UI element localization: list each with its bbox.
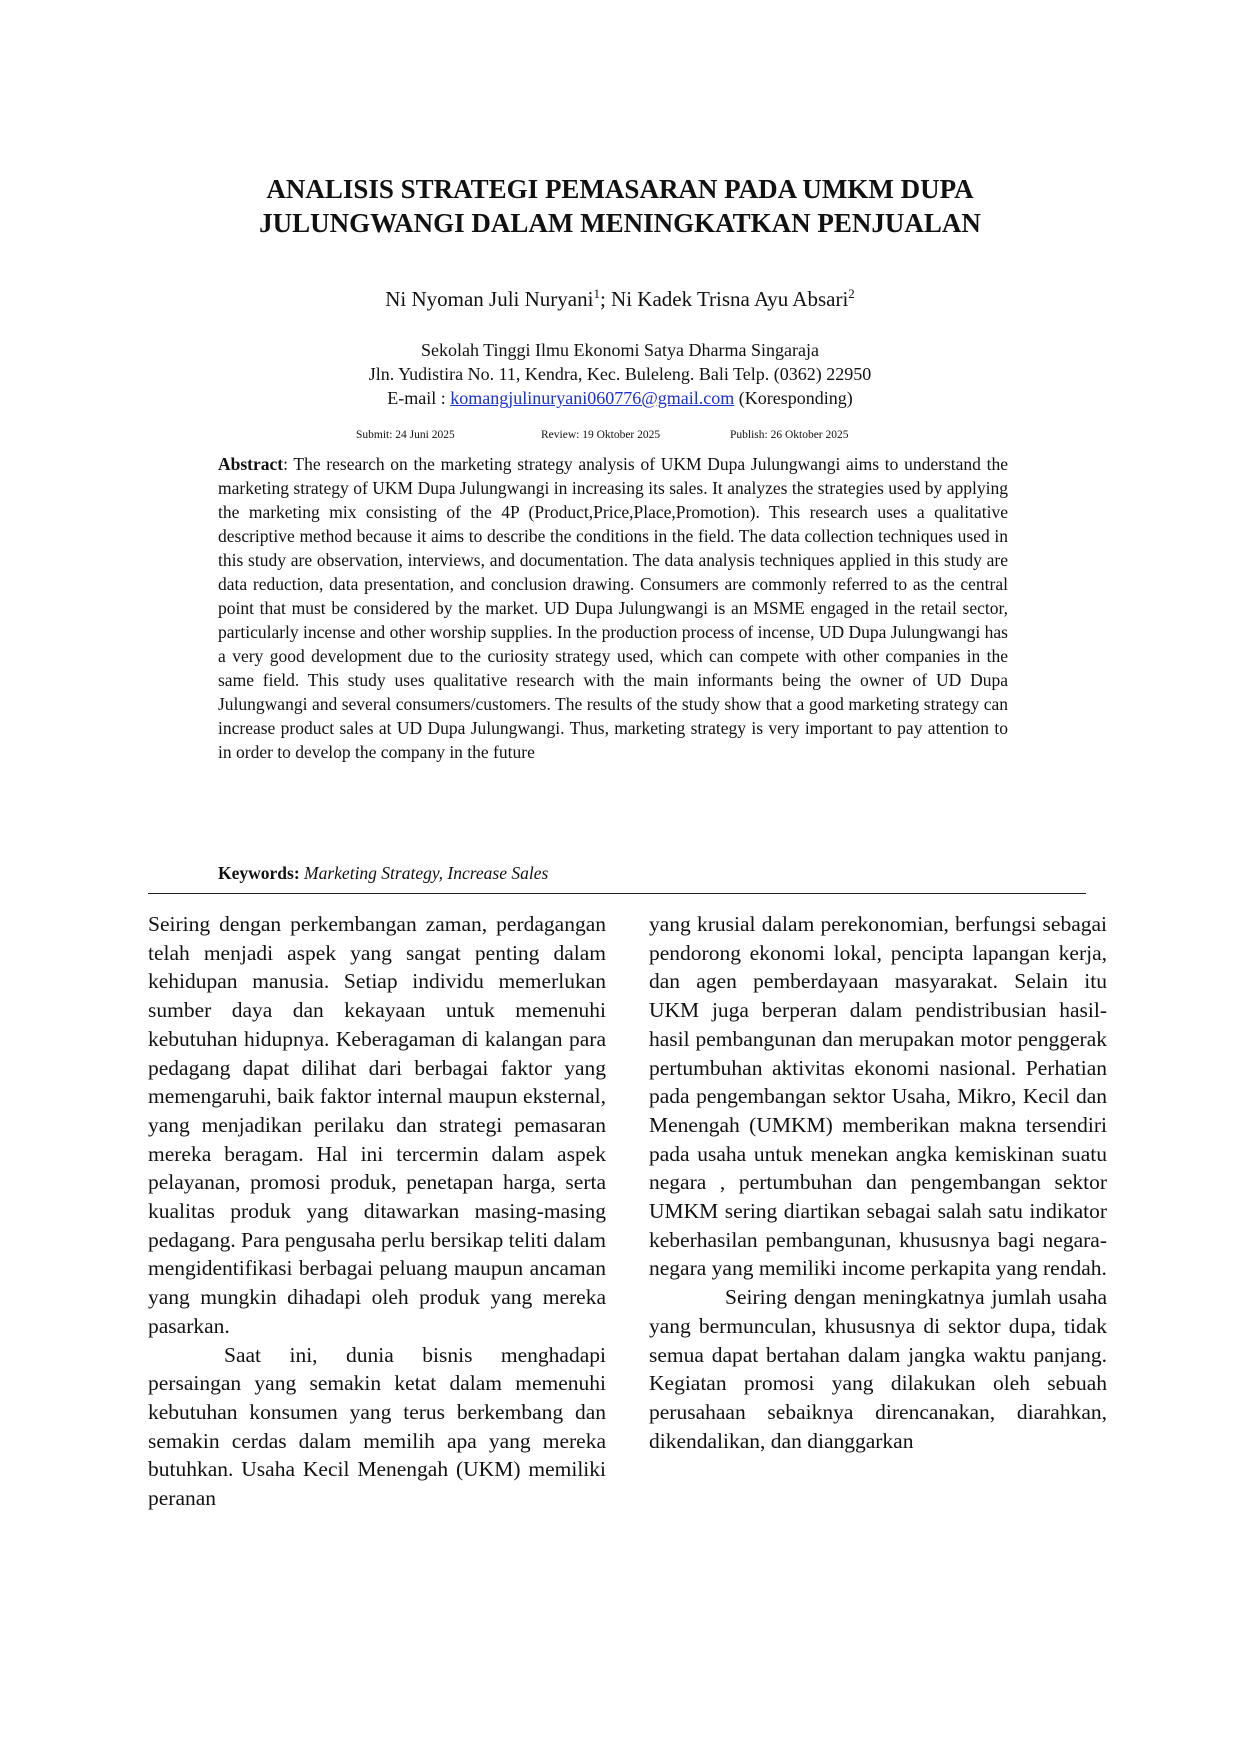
body-column-left [148,910,606,1513]
review-date: Review: 19 Oktober 2025 [541,429,661,441]
body-paragraph: Seiring dengan perkembangan zaman, perdagangan telah menjadi aspek yang sangat penting dalam kehidupan manusia. Setiap individu memerlukan sumber daya dan kekayaan untuk memenuhi kebutuhan hidupnya. Keberagaman di kalangan para pedagang dapat dilihat dari berbagai faktor yang memengaruhi, baik faktor internal maupun eksternal, yang menjadikan perilaku dan strategi pemasaran mereka beragam. Hal ini tercermin dalam aspek pelayanan, promosi produk, penetapan harga, serta kualitas produk yang ditawarkan masing-masing pedagang. Para pengusaha perlu bersikap teliti dalam mengidentifikasi berbagai peluang maupun ancaman yang mungkin dihadapi oleh produk yang mereka pasarkan. [148,912,606,1338]
abstract-label: Abstract [218,454,284,474]
body-paragraph: Saat ini, dunia bisnis menghadapi persaingan yang semakin ketat dalam memenuhi kebutuhan konsumen yang terus berkembang dan semakin cerdas dalam memilih apa yang mereka butuhkan. Usaha Kecil Menengah (UKM) memiliki peranan [148,1342,606,1511]
submit-date: Submit: 24 Juni 2025 [356,429,455,441]
author-1-name: Ni Nyoman Juli Nuryani [385,287,594,311]
author-separator: ; [599,287,612,311]
author-1-affiliation-mark: 1 [593,286,600,301]
email-label: E-mail : [387,388,451,408]
affiliation-block [150,338,1090,410]
body-column-right [649,910,1107,1455]
keywords-label: Keywords: [218,863,300,883]
email-line [150,386,1090,410]
abstract-text: : The research on the marketing strategy analysis of UKM Dupa Julungwangi aims to understand the marketing strategy of UKM Dupa Julungwangi in increasing its sales. It analyzes the strategies used by applying the marketing mix consisting of the 4P (Product,Price,Place,Promotion). This research uses a qualitative descriptive method because it aims to describe the conditions in the field. The data collection techniques used in this study are observation, interviews, and documentation. The data analysis techniques applied in this study are data reduction, data presentation, and conclusion drawing. Consumers are commonly referred to as the central point that must be considered by the market. UD Dupa Julungwangi is an MSME engaged in the retail sector, particularly incense and other worship supplies. In the production process of incense, UD Dupa Julungwangi has a very good development due to the curiosity strategy used, which can compete with other companies in the same field. This study uses qualitative research with the main informants being the owner of UD Dupa Julungwangi and several consumers/customers. The results of the study show that a good marketing strategy can increase product sales at UD Dupa Julungwangi. Thus, marketing strategy is very important to pay attention to in order to develop the company in the future [218,454,1008,762]
institution-name: Sekolah Tinggi Ilmu Ekonomi Satya Dharma Singaraja [421,340,819,360]
author-2-name: Ni Kadek Trisna Ayu Absari [611,287,849,311]
keywords [218,861,1008,885]
title-line-2: JULUNGWANGI DALAM MENINGKATKAN PENJUALAN [259,208,981,238]
paper-title [150,172,1090,240]
author-2-affiliation-mark: 2 [848,286,855,301]
section-divider [148,893,1086,894]
email-link[interactable]: komangjulinuryani060776@gmail.com [450,388,735,408]
title-line-1: ANALISIS STRATEGI PEMASARAN PADA UMKM DUPA [266,174,974,204]
body-paragraph: Seiring dengan meningkatnya jumlah usaha yang bermunculan, khususnya di sektor dupa, tidak semua dapat bertahan dalam jangka waktu panjang. Kegiatan promosi yang dilakukan oleh sebuah perusahaan sebaiknya direncanakan, diarahkan, dikendalikan, dan dianggarkan [649,1285,1107,1453]
publish-date: Publish: 26 Oktober 2025 [730,429,849,441]
body-paragraph: yang krusial dalam perekonomian, berfungsi sebagai pendorong ekonomi lokal, pencipta lapangan kerja, dan agen pemberdayaan masyarakat. Selain itu UKM juga berperan dalam pendistribusian hasil-hasil pembangunan dan merupakan motor penggerak pertumbuhan aktivitas ekonomi nasional. Perhatian pada pengembangan sektor Usaha, Mikro, Kecil dan Menengah (UMKM) memberikan makna tersendiri pada usaha untuk menekan angka kemiskinan suatu negara , pertumbuhan dan pengembangan sektor UMKM sering diartikan sebagai salah satu indikator keberhasilan pembangunan, khususnya bagi negara-negara yang memiliki income perkapita yang rendah. [649,912,1107,1281]
abstract [218,452,1008,764]
keywords-text: Marketing Strategy, Increase Sales [304,863,549,883]
institution-address: Jln. Yudistira No. 11, Kendra, Kec. Buleleng. Bali Telp. (0362) 22950 [368,364,872,384]
author-list [150,285,1090,313]
email-note: (Koresponding) [734,388,853,408]
